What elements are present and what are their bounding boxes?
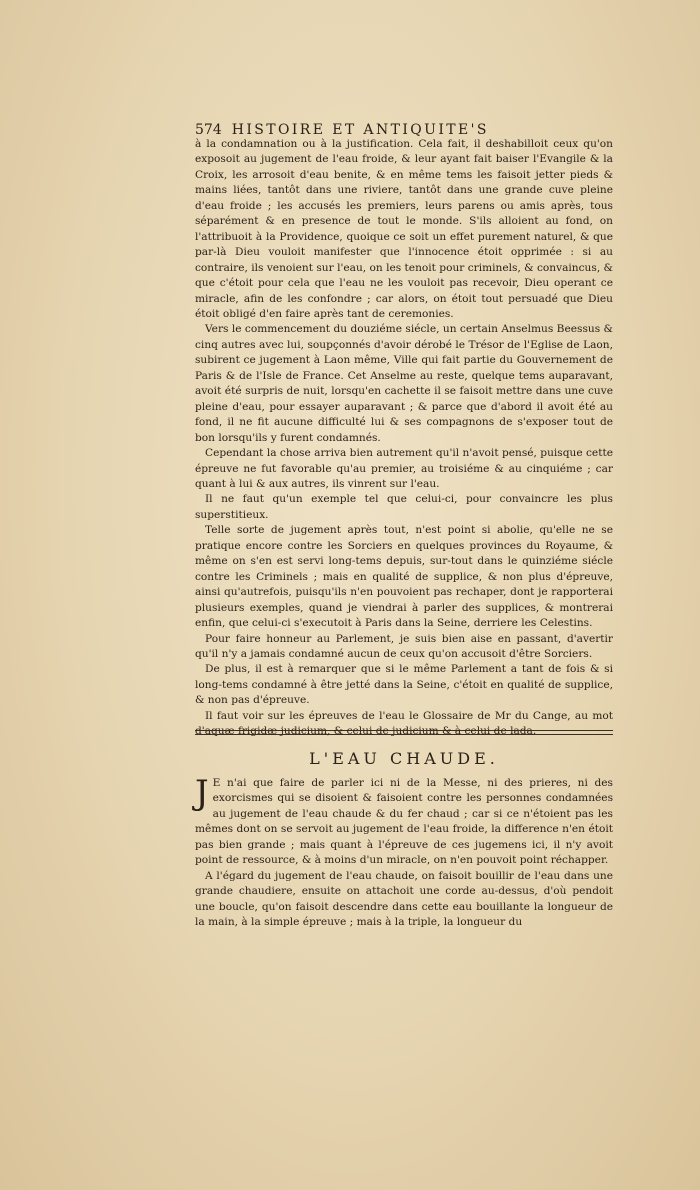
paragraph: Il faut voir sur les épreuves de l'eau le Glossaire de Mr du Cange, au mot d'aquæ frigidæ judicium, & celui de judicium & à celui de lada. [195, 709, 613, 738]
page-number: 574 [195, 122, 222, 138]
drop-cap: J [195, 773, 209, 813]
running-title: HISTOIRE ET ANTIQUITE'S [231, 122, 489, 138]
section-divider [195, 730, 613, 731]
paragraph: Cependant la chose arriva bien autrement qu'il n'avoit pensé, puisque cette épreuve ne fut favorable qu'au premier, au troisiéme & au cinquiéme ; car quant à lui & aux autres, ils vinrent sur l'eau. [195, 447, 613, 490]
paragraph-text: E n'ai que faire de parler ici ni de la Messe, ni des prieres, ni des exorcismes qui se disoient & faisoient contre les personnes condamnées au jugement de l'eau chaude & du fer chaud ; car si ce n'étoient pas les mêmes dont on se servoit au jugement de l'eau froide, la difference n'en étoit pas bien grande ; mais quant à l'épreuve de ces jugemens ici, il n'y avoit point de ressource, & à moins d'un miracle, on n'en pouvoit point réchapper. [195, 777, 613, 867]
paragraph: Telle sorte de jugement après tout, n'est point si abolie, qu'elle ne se pratique encore contre les Sorciers en quelques provinces du Royaume, & même on s'en est servi long-tems depuis, sur-tout dans le quinziéme siécle contre les Criminels ; mais en qualité de supplice, & non plus d'épreuve, ainsi qu'autrefois, puisqu'ils n'en pouvoient pas rechaper, dont je rapporterai plusieurs exemples, quand je viendrai à parler des supplices, & montrerai enfin, que celui-ci s'executoit à Paris dans la Seine, derriere les Celestins. [195, 524, 613, 630]
running-head [195, 122, 595, 138]
paragraph [195, 773, 613, 869]
section-text [195, 773, 613, 931]
section-divider-thin [195, 734, 613, 735]
paragraph: A l'égard du jugement de l'eau chaude, on faisoit bouillir de l'eau dans une grande chaudiere, ensuite on attachoit une corde au-dessus, d'où pendoit une boucle, qu'on faisoit descendre dans cette eau bouillante la longueur de la main, à la simple épreuve ; mais à la triple, la longueur du [195, 869, 613, 929]
paragraph: Il ne faut qu'un exemple tel que celui-ci, pour convaincre les plus superstitieux. [195, 493, 613, 521]
paragraph: Pour faire honneur au Parlement, je suis bien aise en passant, d'avertir qu'il n'y a jamais condamné aucun de ceux qu'on accusoit d'être Sorciers. [195, 632, 613, 660]
paragraph: De plus, il est à remarquer que si le même Parlement a tant de fois & si long-tems condamné à être jetté dans la Seine, c'étoit en qualité de supplice, & non pas d'épreuve. [195, 663, 613, 707]
body-text [195, 137, 613, 740]
paragraph: Vers le commencement du douziéme siécle, un certain Anselmus Beessus & cinq autres avec lui, soupçonnés d'avoir dérobé le Trésor de l'Eglise de Laon, subirent ce jugement à Laon même, Ville qui fait partie du Gouvernement de Paris & de l'Isle de France. Cet Anselme au reste, quelque tems auparavant, avoit été surpris de nuit, lorsqu'en cachette il se faisoit mettre dans une cuve pleine d'eau, pour essayer auparavant ; & parce que d'abord il avoit été au fond, il ne fit aucune difficulté lui & ses compagnons de s'exposer tout de bon lorsqu'ils y furent condamnés. [195, 323, 613, 444]
paragraph: à la condamnation ou à la justification. Cela fait, il deshabilloit ceux qu'on exposoit au jugement de l'eau froide, & leur ayant fait baiser l'Evangile & la Croix, les arrosoit d'eau benite, & en même tems les faisoit jetter pieds & mains liées, tantôt dans une riviere, tantôt dans une grande cuve pleine d'eau froide ; les accusés les premiers, leurs parens ou amis après, tous séparément & en presence de tout le monde. S'ils alloient au fond, on l'attribuoit à la Providence, quoique ce soit un effet purement naturel, & que par-là Dieu vouloit manifester que l'innocence étoit opprimée : si au contraire, ils venoient sur l'eau, on les tenoit pour criminels, & convaincus, & que c'étoit pour cela que l'eau ne les vouloit pas recevoir, Dieu operant ce miracle, afin de les confondre ; car alors, on étoit tout persuadé que Dieu étoit obligé d'en faire après tant de ceremonies. [195, 138, 613, 320]
section-title: L'EAU CHAUDE. [309, 749, 499, 768]
